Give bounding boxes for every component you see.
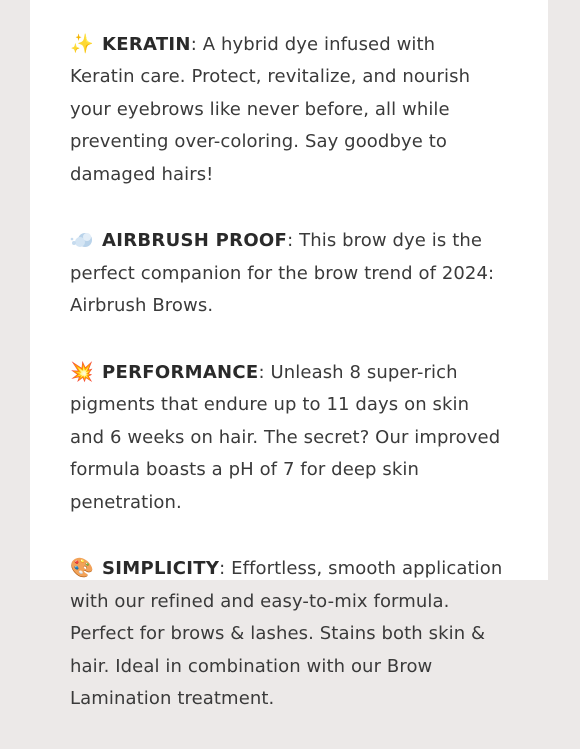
feature-airbrush-proof [70,224,540,323]
feature-body: : Effortless, smooth application with our refined and easy-to-mix formula. Perfect for brows & lashes. Stains both skin & hair. Ideal in combination with our Brow Lamination treatment. [70,558,503,710]
feature-performance [70,356,540,520]
feature-title: PERFORMANCE [102,361,259,383]
collision-icon: 💥 [70,360,94,383]
sparkles-icon: ✨ [70,32,94,55]
feature-simplicity [70,552,540,716]
feature-body: : This brow dye is the perfect companion for the brow trend of 2024: Airbrush Brows. [70,230,495,317]
product-description [70,0,540,749]
feature-title: AIRBRUSH PROOF [102,230,288,252]
description-card [30,0,548,710]
artist-palette-icon: 🎨 [70,557,94,580]
feature-title: KERATIN [102,33,191,55]
feature-body: : Unleash 8 super-rich pigments that endure up to 11 days on skin and 6 weeks on hair. The secret? Our improved formula boasts a pH of 7 for deep skin penetration. [70,361,501,513]
feature-title: SIMPLICITY [102,558,220,580]
dashing-away-icon [70,224,94,257]
feature-keratin [70,28,540,192]
feature-body: : A hybrid dye infused with Keratin care. Protect, revitalize, and nourish your eyebrows like never before, all while preventing over-coloring. Say goodbye to damaged hairs! [70,33,471,185]
